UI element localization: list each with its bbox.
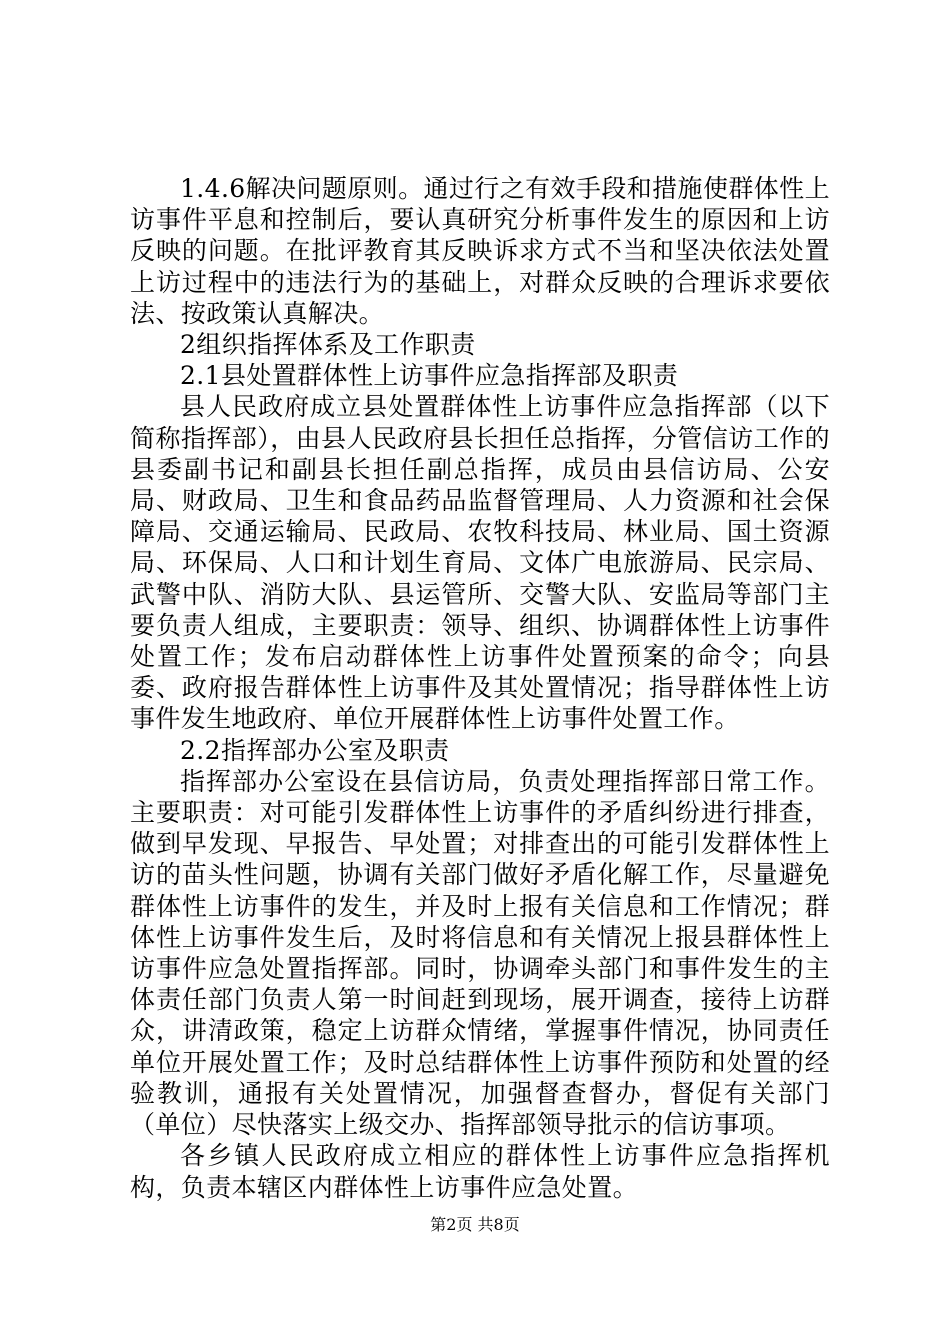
paragraph-township: 各乡镇人民政府成立相应的群体性上访事件应急指挥机构，负责本辖区内群体性上访事件应急处置。 [130,1141,830,1202]
section-heading-2-2: 2.2指挥部办公室及职责 [180,735,450,765]
paragraph-command-center: 县人民政府成立县处置群体性上访事件应急指挥部（以下简称指挥部），由县人民政府县长担任总指挥，分管信访工作的县委副书记和副县长担任副总指挥，成员由县信访局、公安局、财政局、卫生和食品药品监督管理局、人力资源和社会保障局、交通运输局、民政局、农牧科技局、林业局、国土资源局、环保局、人口和计划生育局、文体广电旅游局、民宗局、武警中队、消防大队、县运管所、交警大队、安监局等部门主要负责人组成，主要职责：领导、组织、协调群体性上访事件处置工作；发布启动群体性上访事件处置预案的命令；向县委、政府报告群体性上访事件及其处置情况；指导群体性上访事件发生地政府、单位开展群体性上访事件处置工作。 [130,392,830,734]
section-heading-2-1: 2.1县处置群体性上访事件应急指挥部及职责 [180,361,679,391]
section-heading-2: 2组织指挥体系及工作职责 [180,330,476,360]
paragraph-office-duties: 指挥部办公室设在县信访局，负责处理指挥部日常工作。主要职责：对可能引发群体性上访事件的矛盾纠纷进行排查，做到早发现、早报告、早处置；对排查出的可能引发群体性上访的苗头性问题，协调有关部门做好矛盾化解工作，尽量避免群体性上访事件的发生，并及时上报有关信息和工作情况；群体性上访事件发生后，及时将信息和有关情况上报县群体性上访事件应急处置指挥部。同时，协调牵头部门和事件发生的主体责任部门负责人第一时间赶到现场，展开调查，接待上访群众，讲清政策，稳定上访群众情绪，掌握事件情况，协同责任单位开展处置工作；及时总结群体性上访事件预防和处置的经验教训，通报有关处置情况，加强督查督办，督促有关部门（单位）尽快落实上级交办、指挥部领导批示的信访事项。 [130,766,830,1140]
document-body [130,173,830,1203]
page-number-footer: 第2页 共8页 [430,1215,520,1234]
paragraph-principle-1-4-6: 1.4.6解决问题原则。通过行之有效手段和措施使群体性上访事件平息和控制后，要认真研究分析事件发生的原因和上访反映的问题。在批评教育其反映诉求方式不当和坚决依法处置上访过程中的违法行为的基础上，对群众反映的合理诉求要依法、按政策认真解决。 [130,174,830,328]
